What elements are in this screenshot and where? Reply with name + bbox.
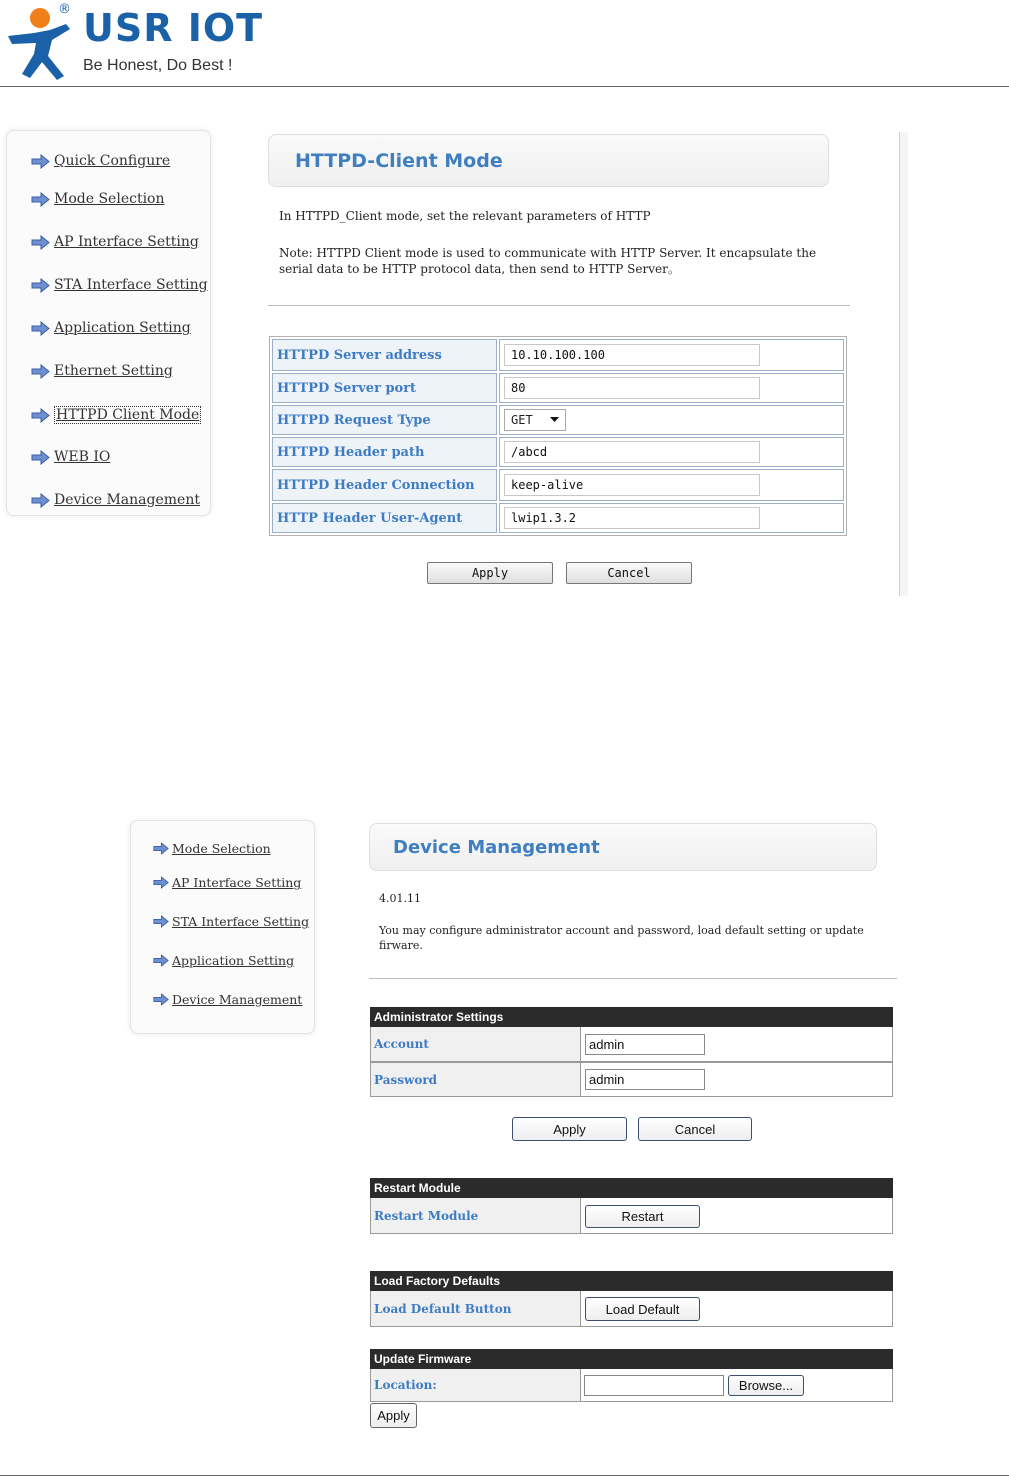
sidebar-item-label[interactable]: Application Setting	[54, 320, 191, 336]
password-input[interactable]	[585, 1069, 705, 1090]
field-label: Location:	[371, 1369, 581, 1401]
sidebar-item-sta-interface[interactable]	[153, 914, 309, 929]
admin-apply-button[interactable]: Apply	[512, 1117, 627, 1141]
sidebar-item-label[interactable]: AP Interface Setting	[172, 875, 302, 890]
page-description-line2: firware.	[379, 939, 423, 952]
field-label: Restart Module	[371, 1198, 581, 1233]
sidebar-item-label[interactable]: AP Interface Setting	[54, 234, 199, 250]
restart-button[interactable]: Restart	[585, 1205, 700, 1228]
update-firmware-header: Update Firmware	[370, 1349, 893, 1369]
table-row	[272, 339, 844, 371]
sidebar-item-label[interactable]: Quick Configure	[54, 153, 171, 169]
section-divider	[369, 978, 897, 979]
page-title-box	[369, 823, 877, 871]
sidebar-item-httpd-client[interactable]	[31, 406, 201, 424]
page-title-box	[268, 134, 829, 187]
field-label: HTTPD Request Type	[272, 405, 497, 435]
arrow-right-icon	[31, 192, 50, 207]
running-person-logo-icon	[4, 6, 74, 82]
brand-name: USR IOT	[83, 6, 264, 50]
admin-account-row	[370, 1027, 893, 1062]
section-divider	[268, 305, 850, 306]
firmware-version: 4.01.11	[379, 892, 421, 905]
sidebar-item-label[interactable]: Device Management	[172, 992, 303, 1007]
field-label: HTTP Header User-Agent	[272, 503, 497, 533]
field-label: Load Default Button	[371, 1291, 581, 1326]
page-description: In HTTPD_Client mode, set the relevant parameters of HTTP	[279, 209, 651, 223]
header-divider	[0, 86, 1009, 87]
selected-value: GET	[511, 413, 533, 427]
sidebar-item-label[interactable]: Mode Selection	[54, 191, 165, 207]
field-label: HTTPD Server port	[272, 373, 497, 403]
sidebar-item-sta-interface[interactable]	[31, 277, 208, 293]
scrollbar[interactable]	[899, 132, 908, 596]
arrow-right-icon	[31, 450, 50, 465]
httpd-settings-table	[269, 336, 847, 536]
arrow-right-icon	[153, 954, 169, 967]
apply-button[interactable]: Apply	[427, 562, 553, 584]
sidebar-item-ap-interface[interactable]	[153, 875, 301, 890]
arrow-right-icon	[31, 364, 50, 379]
admin-password-row	[370, 1062, 893, 1097]
server-address-input[interactable]	[504, 344, 760, 366]
server-port-input[interactable]	[504, 377, 760, 399]
brand-tagline: Be Honest, Do Best !	[83, 57, 233, 74]
sidebar-item-ap-interface[interactable]	[31, 234, 199, 250]
footer-divider	[0, 1475, 1009, 1476]
sidebar-item-application[interactable]	[31, 320, 191, 336]
field-label: HTTPD Header path	[272, 437, 497, 467]
field-label: HTTPD Header Connection	[272, 469, 497, 501]
arrow-right-icon	[31, 408, 50, 423]
arrow-right-icon	[31, 278, 50, 293]
arrow-right-icon	[153, 915, 169, 928]
sidebar-item-label[interactable]: STA Interface Setting	[54, 277, 208, 293]
browse-button[interactable]: Browse...	[728, 1375, 804, 1396]
firmware-file-input[interactable]	[584, 1375, 724, 1396]
sidebar-item-label[interactable]: Application Setting	[172, 953, 295, 968]
request-type-select[interactable]	[504, 409, 566, 431]
page-description-line1: You may configure administrator account and password, load default setting or update	[379, 924, 864, 937]
sidebar-item-label[interactable]: WEB IO	[54, 449, 111, 465]
account-input[interactable]	[585, 1034, 705, 1055]
registered-mark: ®	[58, 2, 71, 17]
sidebar-item-mode-selection[interactable]	[153, 841, 271, 856]
arrow-right-icon	[31, 493, 50, 508]
sidebar-item-device-management[interactable]	[31, 492, 200, 508]
page-note-line2: serial data to be HTTP protocol data, then send to HTTP Server。	[279, 262, 680, 276]
firmware-apply-button[interactable]: Apply	[370, 1403, 417, 1428]
arrow-right-icon	[153, 993, 169, 1006]
sidebar-item-application[interactable]	[153, 953, 294, 968]
page-title: HTTPD-Client Mode	[295, 150, 503, 172]
field-label: Password	[371, 1063, 581, 1096]
table-row	[272, 469, 844, 501]
cancel-button[interactable]: Cancel	[566, 562, 692, 584]
table-row	[272, 405, 844, 435]
sidebar-item-label[interactable]: Mode Selection	[172, 841, 271, 856]
table-row	[272, 437, 844, 467]
sidebar-item-label[interactable]: Device Management	[54, 492, 200, 508]
arrow-right-icon	[31, 321, 50, 336]
user-agent-input[interactable]	[504, 507, 760, 529]
load-factory-defaults-header: Load Factory Defaults	[370, 1271, 893, 1291]
page-note-line1: Note: HTTPD Client mode is used to communicate with HTTP Server. It encapsulate the	[279, 246, 817, 260]
header-path-input[interactable]	[504, 441, 760, 463]
restart-module-header: Restart Module	[370, 1178, 893, 1198]
field-label: HTTPD Server address	[272, 339, 497, 371]
sidebar-item-label[interactable]: STA Interface Setting	[172, 914, 310, 929]
admin-settings-header: Administrator Settings	[370, 1007, 893, 1027]
arrow-right-icon	[31, 235, 50, 250]
sidebar-item-ethernet[interactable]	[31, 363, 173, 379]
sidebar-item-device-management[interactable]	[153, 992, 302, 1007]
dropdown-arrow-icon	[550, 417, 559, 423]
sidebar-item-web-io[interactable]	[31, 449, 110, 465]
page-title: Device Management	[393, 837, 600, 858]
arrow-right-icon	[153, 842, 169, 855]
sidebar-item-label[interactable]: Ethernet Setting	[54, 363, 173, 379]
arrow-right-icon	[31, 154, 50, 169]
field-label: Account	[371, 1027, 581, 1061]
table-row	[272, 373, 844, 403]
sidebar-item-quick-configure[interactable]	[31, 153, 170, 169]
arrow-right-icon	[153, 876, 169, 889]
header-connection-input[interactable]	[504, 474, 760, 496]
sidebar-item-label[interactable]: HTTPD Client Mode	[56, 407, 200, 423]
load-default-button[interactable]: Load Default	[585, 1297, 700, 1321]
admin-cancel-button[interactable]: Cancel	[638, 1117, 752, 1141]
sidebar-item-mode-selection[interactable]	[31, 191, 165, 207]
table-row	[272, 503, 844, 533]
